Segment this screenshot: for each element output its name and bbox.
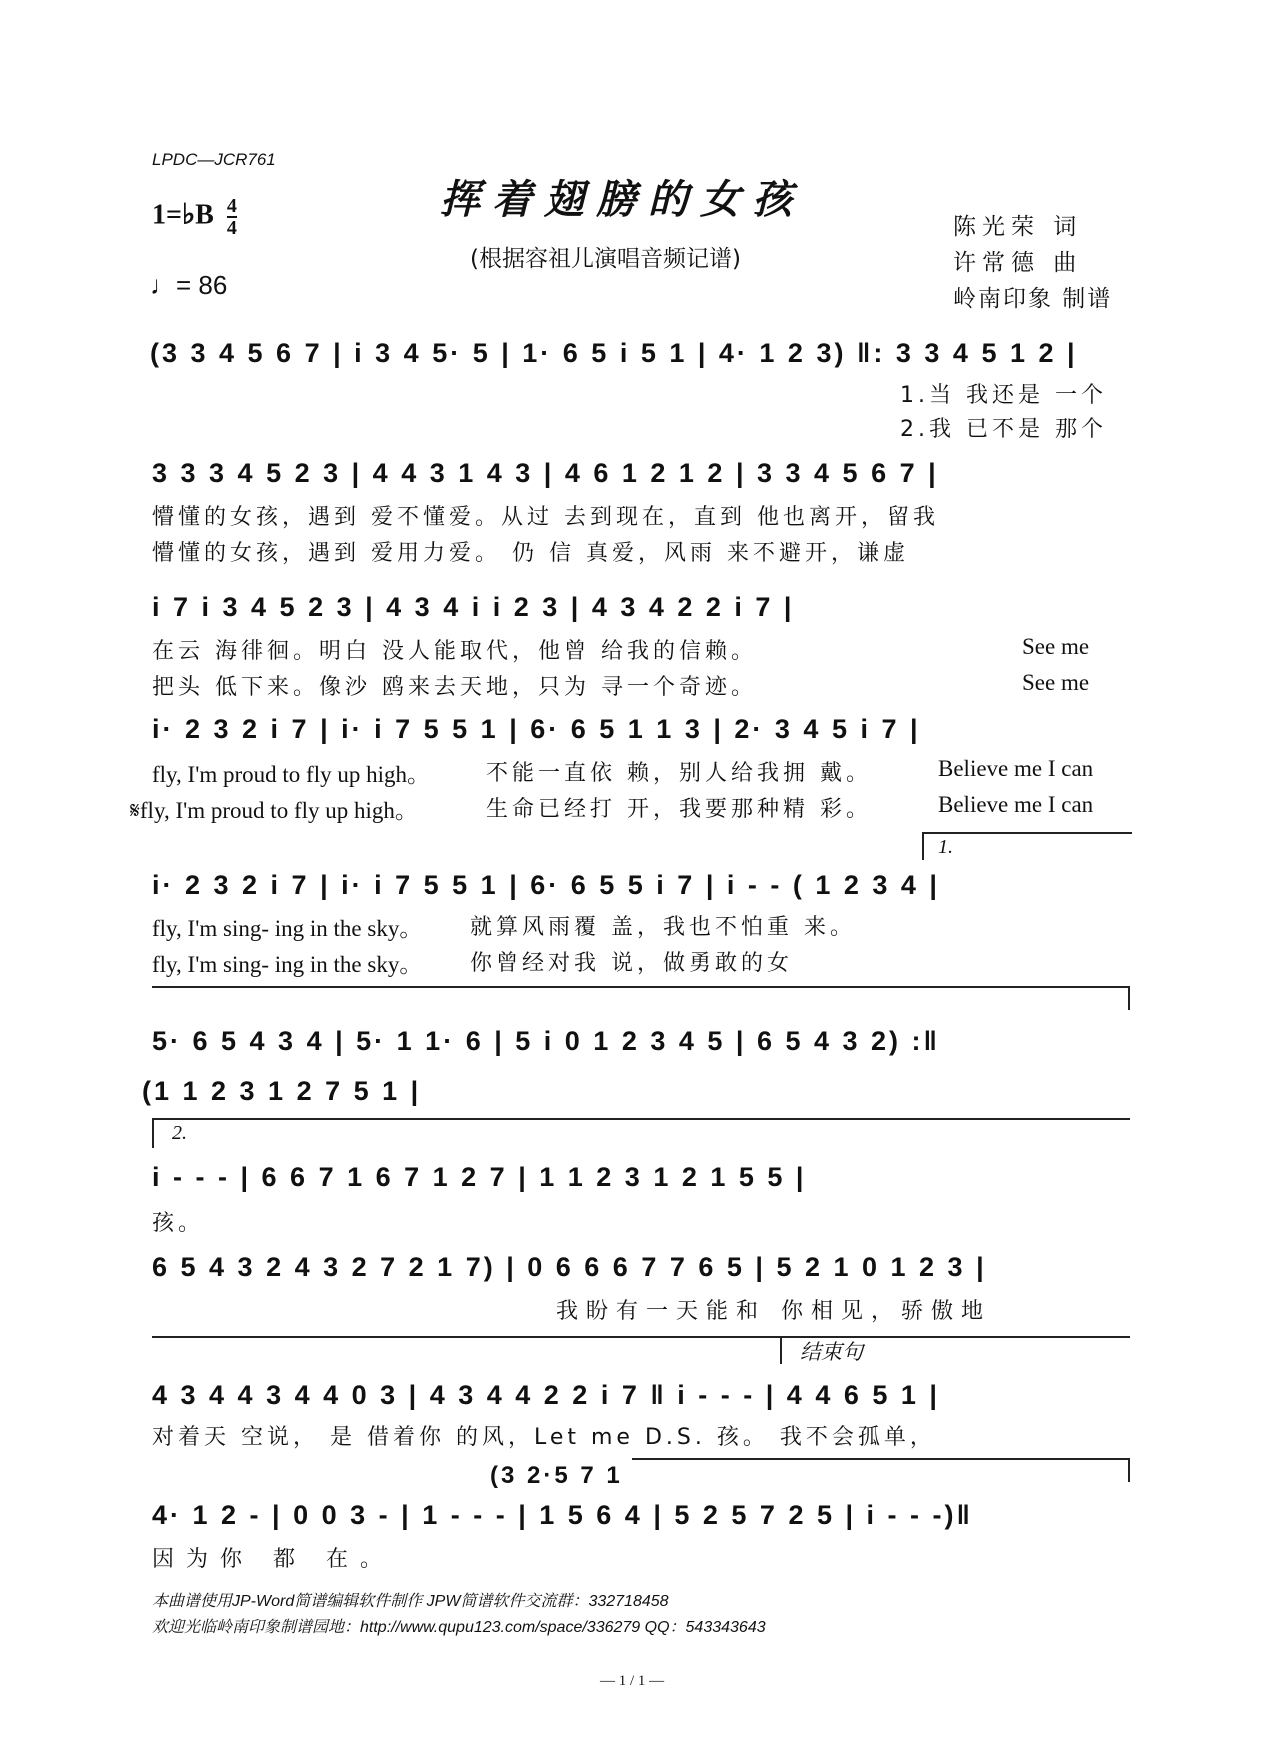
song-subtitle: (根据容祖儿演唱音频记谱) <box>470 246 741 272</box>
section-line-2 <box>152 1336 1130 1338</box>
lyric-row-2-verse-2: 懵懂的女孩，遇到 爱用力爱。 仍 信 真爱，风雨 来不避开，谦虚 <box>152 541 909 566</box>
volta-1-line <box>922 832 1132 834</box>
lyric-row-5-verse-2: 你曾经对我 说，做勇敢的女 <box>470 951 793 976</box>
lyric-row-4-en-a-1: fly, I'm proud to fly up high。 <box>152 762 430 787</box>
notation-row-10-top: (3 2·5 7 1 <box>490 1462 623 1489</box>
notation-row-9: 4 3 4 4 3 4 4 0 3 | 4 3 4 4 2 2 i 7 ‖ i - - - | 4 4 6 5 1 | <box>152 1380 940 1410</box>
key-signature <box>152 196 237 238</box>
lyric-row-4-verse-2: 生命已经打 开，我要那种精 彩。 <box>486 797 872 822</box>
composer-credit: 许常德 曲 <box>953 250 1083 276</box>
notation-row-6: 5· 6 5 4 3 4 | 5· 1 1· 6 | 5 i 0 1 2 3 4 5 | 6 5 4 3 2) :‖ <box>152 1026 940 1056</box>
volta-1-hook <box>922 832 924 860</box>
lyric-row-2-verse-1: 懵懂的女孩，遇到 爱不懂爱。从过 去到现在，直到 他也离开，留我 <box>152 505 939 530</box>
lyric-row-4-en-b-1: Believe me I can <box>938 756 1094 781</box>
lyric-row-3-en-1: See me <box>1022 634 1090 659</box>
section-line-3-hook <box>1128 1458 1130 1482</box>
tempo-marking: ♩= 86 <box>150 270 228 300</box>
lyric-row-7: 孩。 <box>152 1211 205 1236</box>
arranger-credit: 岭南印象 制谱 <box>953 286 1113 312</box>
notation-row-10: 4· 1 2 - | 0 0 3 - | 1 - - - | 1 5 6 4 | 5 2 5 7 2 5 | i - - -)‖ <box>152 1500 973 1530</box>
notation-row-6-alt: (1 1 2 3 1 2 7 5 1 | <box>142 1076 422 1106</box>
lyric-row-4-en-a-2: 𝄋fly, I'm proud to fly up high。 <box>130 798 418 823</box>
section-line-1-hook <box>1128 986 1130 1010</box>
lyric-row-3-verse-1: 在云 海徘徊。明白 没人能取代，他曾 给我的信赖。 <box>152 639 757 664</box>
section-line-1 <box>152 986 1130 988</box>
notation-row-7: i - - - | 6 6 7 1 6 7 1 2 7 | 1 1 2 3 1 2 1 5 5 | <box>152 1162 807 1192</box>
ending-label: 结束句 <box>800 1340 863 1364</box>
lyric-row-4-en-b-2: Believe me I can <box>938 792 1094 817</box>
notation-row-1: (3 3 4 5 6 7 | i 3 4 5· 5 | 1· 6 5 i 5 1 | 4· 1 2 3) ‖: 3 3 4 5 1 2 | <box>150 338 1078 368</box>
time-signature <box>227 196 237 238</box>
page-number: — 1 / 1 — <box>600 1673 665 1689</box>
lyric-row-8: 我盼有一天能和 你相见，骄傲地 <box>556 1299 991 1324</box>
lyric-row-5-verse-1: 就算风雨覆 盖，我也不怕重 来。 <box>470 915 856 940</box>
lyric-row-10: 因为你 都 在。 <box>152 1547 394 1572</box>
lyric-row-5-en-a-1: fly, I'm sing- ing in the sky。 <box>152 916 423 941</box>
volta-2-hook <box>152 1118 154 1148</box>
lyric-row-3-en-2: See me <box>1022 670 1090 695</box>
time-bottom: 4 <box>226 217 237 239</box>
lyric-row-9: 对着天 空说， 是 借着你 的风，Let me D.S. 孩。 我不会孤单， <box>152 1425 936 1450</box>
notation-row-3: i 7 i 3 4 5 2 3 | 4 3 4 i i 2 3 | 4 3 4 2 2 i 7 | <box>152 592 795 622</box>
score-code: LPDC—JCR761 <box>152 150 276 169</box>
lyric-row-1-verse-1: 1.当 我还是 一个 <box>900 383 1107 408</box>
ending-hook <box>780 1336 782 1364</box>
volta-2-line <box>152 1118 1130 1120</box>
key-label: 1=♭B <box>152 199 214 231</box>
notation-row-4: i· 2 3 2 i 7 | i· i 7 5 5 1 | 6· 6 5 1 1 3 | 2· 3 4 5 i 7 | <box>152 714 921 744</box>
lyricist-credit: 陈光荣 词 <box>953 214 1083 240</box>
footer-line-2: 欢迎光临岭南印象制谱园地：http://www.qupu123.com/space/336279 QQ：543343643 <box>152 1619 766 1636</box>
time-top: 4 <box>226 195 237 217</box>
notation-row-2: 3 3 3 4 5 2 3 | 4 4 3 1 4 3 | 4 6 1 2 1 2 | 3 3 4 5 6 7 | <box>152 458 939 488</box>
lyric-row-4-verse-1: 不能一直依 赖，别人给我拥 戴。 <box>486 761 872 786</box>
footer-line-1: 本曲谱使用JP-Word简谱编辑软件制作 JPW简谱软件交流群：332718458 <box>152 1593 669 1610</box>
lyric-row-3-verse-2: 把头 低下来。像沙 鸥来去天地，只为 寻一个奇迹。 <box>152 675 757 700</box>
song-title: 挥着翅膀的女孩 <box>440 176 804 223</box>
section-line-3 <box>632 1458 1130 1460</box>
notation-row-8: 6 5 4 3 2 4 3 2 7 2 1 7) | 0 6 6 6 7 7 6 5 | 5 2 1 0 1 2 3 | <box>152 1252 987 1282</box>
notation-row-5: i· 2 3 2 i 7 | i· i 7 5 5 1 | 6· 6 5 5 i 7 | i - - ( 1 2 3 4 | <box>152 870 940 900</box>
lyric-row-5-en-a-2: fly, I'm sing- ing in the sky。 <box>152 952 423 977</box>
lyric-row-1-verse-2: 2.我 已不是 那个 <box>900 417 1107 442</box>
volta-2-label: 2. <box>172 1122 187 1144</box>
volta-1-label: 1. <box>938 836 953 858</box>
